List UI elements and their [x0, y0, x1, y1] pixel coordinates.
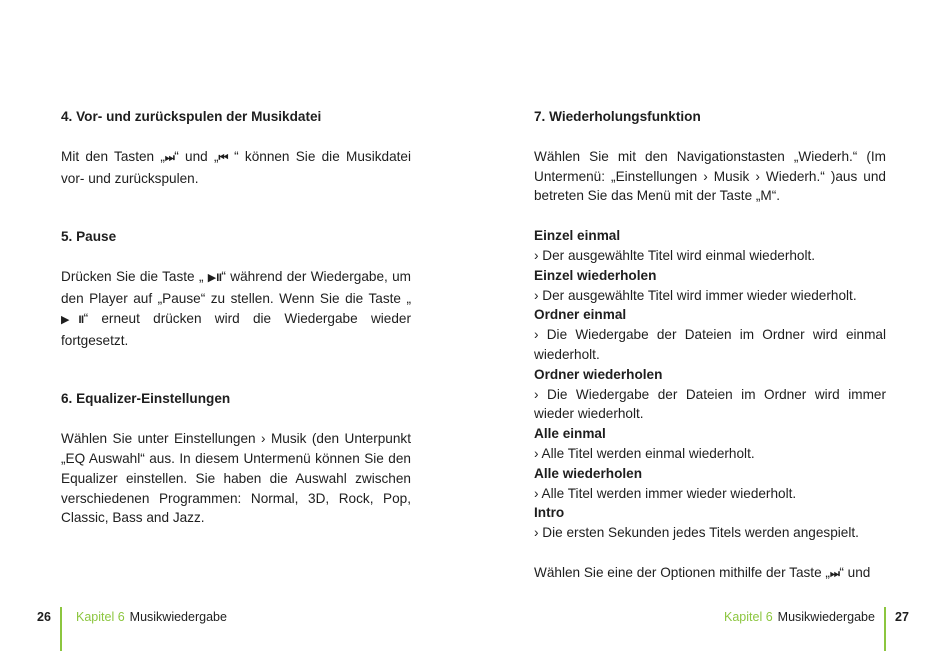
text: “ und: [839, 564, 871, 580]
option-description: › Die Wiedergabe der Dateien im Ordner wird immer wieder wiederholt.: [534, 386, 886, 422]
previous-track-icon: ⏮: [218, 151, 228, 164]
page-number-left: 26: [37, 610, 51, 624]
option-description: › Die ersten Sekunden jedes Titels werden angespielt.: [534, 525, 859, 541]
section-heading-repeat: 7. Wiederholungsfunktion: [534, 109, 701, 124]
text: “ können Sie die Musikdatei vor- und zurückspulen.: [61, 148, 411, 186]
play-pause-icon: ▶II: [207, 272, 222, 285]
option-description: › Alle Titel werden immer wieder wiederholt.: [534, 485, 797, 501]
paragraph-repeat-intro: Wählen Sie mit den Navigationstasten „Wiederh.“ (Im Untermenü: „Einstellungen › Musik › Wiederh.“ )aus und betreten Sie das Menü mit der Taste „M“.: [534, 148, 886, 204]
option-title: Ordner wiederholen: [534, 366, 663, 382]
option-description: › Der ausgewählte Titel wird einmal wiederholt.: [534, 247, 816, 263]
option-title: Alle wiederholen: [534, 465, 643, 481]
next-track-icon: ⏭: [164, 151, 175, 164]
next-track-icon: ⏭: [829, 567, 840, 580]
right-page-content: [534, 107, 886, 585]
option-title: Alle einmal: [534, 426, 606, 442]
paragraph-pause: [61, 267, 411, 350]
option-description: › Der ausgewählte Titel wird immer wieder wiederholt.: [534, 287, 857, 303]
left-page-content: [61, 107, 411, 528]
paragraph-closing: [534, 563, 886, 585]
section-heading-pause: 5. Pause: [61, 229, 117, 245]
chapter-title: Musikwiedergabe: [777, 610, 875, 624]
section-heading-rewind: 4. Vor- und zurückspulen der Musikdatei: [61, 109, 322, 124]
text: Wählen Sie eine der Optionen mithilfe der Taste „: [534, 564, 830, 580]
text: Mit den Tasten „: [61, 148, 165, 164]
option-title: Intro: [534, 505, 565, 521]
chapter-label: Kapitel 6: [76, 610, 125, 624]
option-title: Einzel wiederholen: [534, 267, 657, 283]
accent-bar-left: [60, 607, 62, 651]
repeat-options-list: [534, 226, 886, 543]
paragraph-rewind: [61, 147, 411, 189]
option-title: Einzel einmal: [534, 228, 621, 244]
text: “ während der Wiedergabe, um den Player auf „Pause“ zu stellen. Wenn Sie die Taste „: [61, 269, 411, 306]
accent-bar-right: [884, 607, 886, 651]
footer-label-right: [724, 608, 875, 628]
play-pause-icon: ▶II: [61, 313, 84, 326]
option-title: Ordner einmal: [534, 307, 627, 323]
option-description: › Die Wiedergabe der Dateien im Ordner wird einmal wiederholt.: [534, 327, 886, 362]
chapter-title: Musikwiedergabe: [129, 610, 227, 624]
section-heading-equalizer: 6. Equalizer-Einstellungen: [61, 391, 231, 407]
text: “ und „: [174, 148, 219, 164]
chapter-label: Kapitel 6: [724, 610, 773, 624]
page-number-right: 27: [895, 610, 909, 624]
option-description: › Alle Titel werden einmal wiederholt.: [534, 445, 755, 461]
paragraph-equalizer: Wählen Sie unter Einstellungen › Musik (den Unterpunkt „EQ Auswahl“ aus. In diesem Untermenü können Sie den Equalizer einstellen. Sie haben die Auswahl zwischen verschiedenen Programmen: Normal, 3D, Rock, Pop, Classic, Bass and Jazz.: [61, 431, 411, 526]
footer-label-left: [76, 608, 227, 628]
text: “ erneut drücken wird die Wiedergabe wieder fortgesetzt.: [61, 310, 411, 348]
text: Drücken Sie die Taste „: [61, 269, 208, 285]
